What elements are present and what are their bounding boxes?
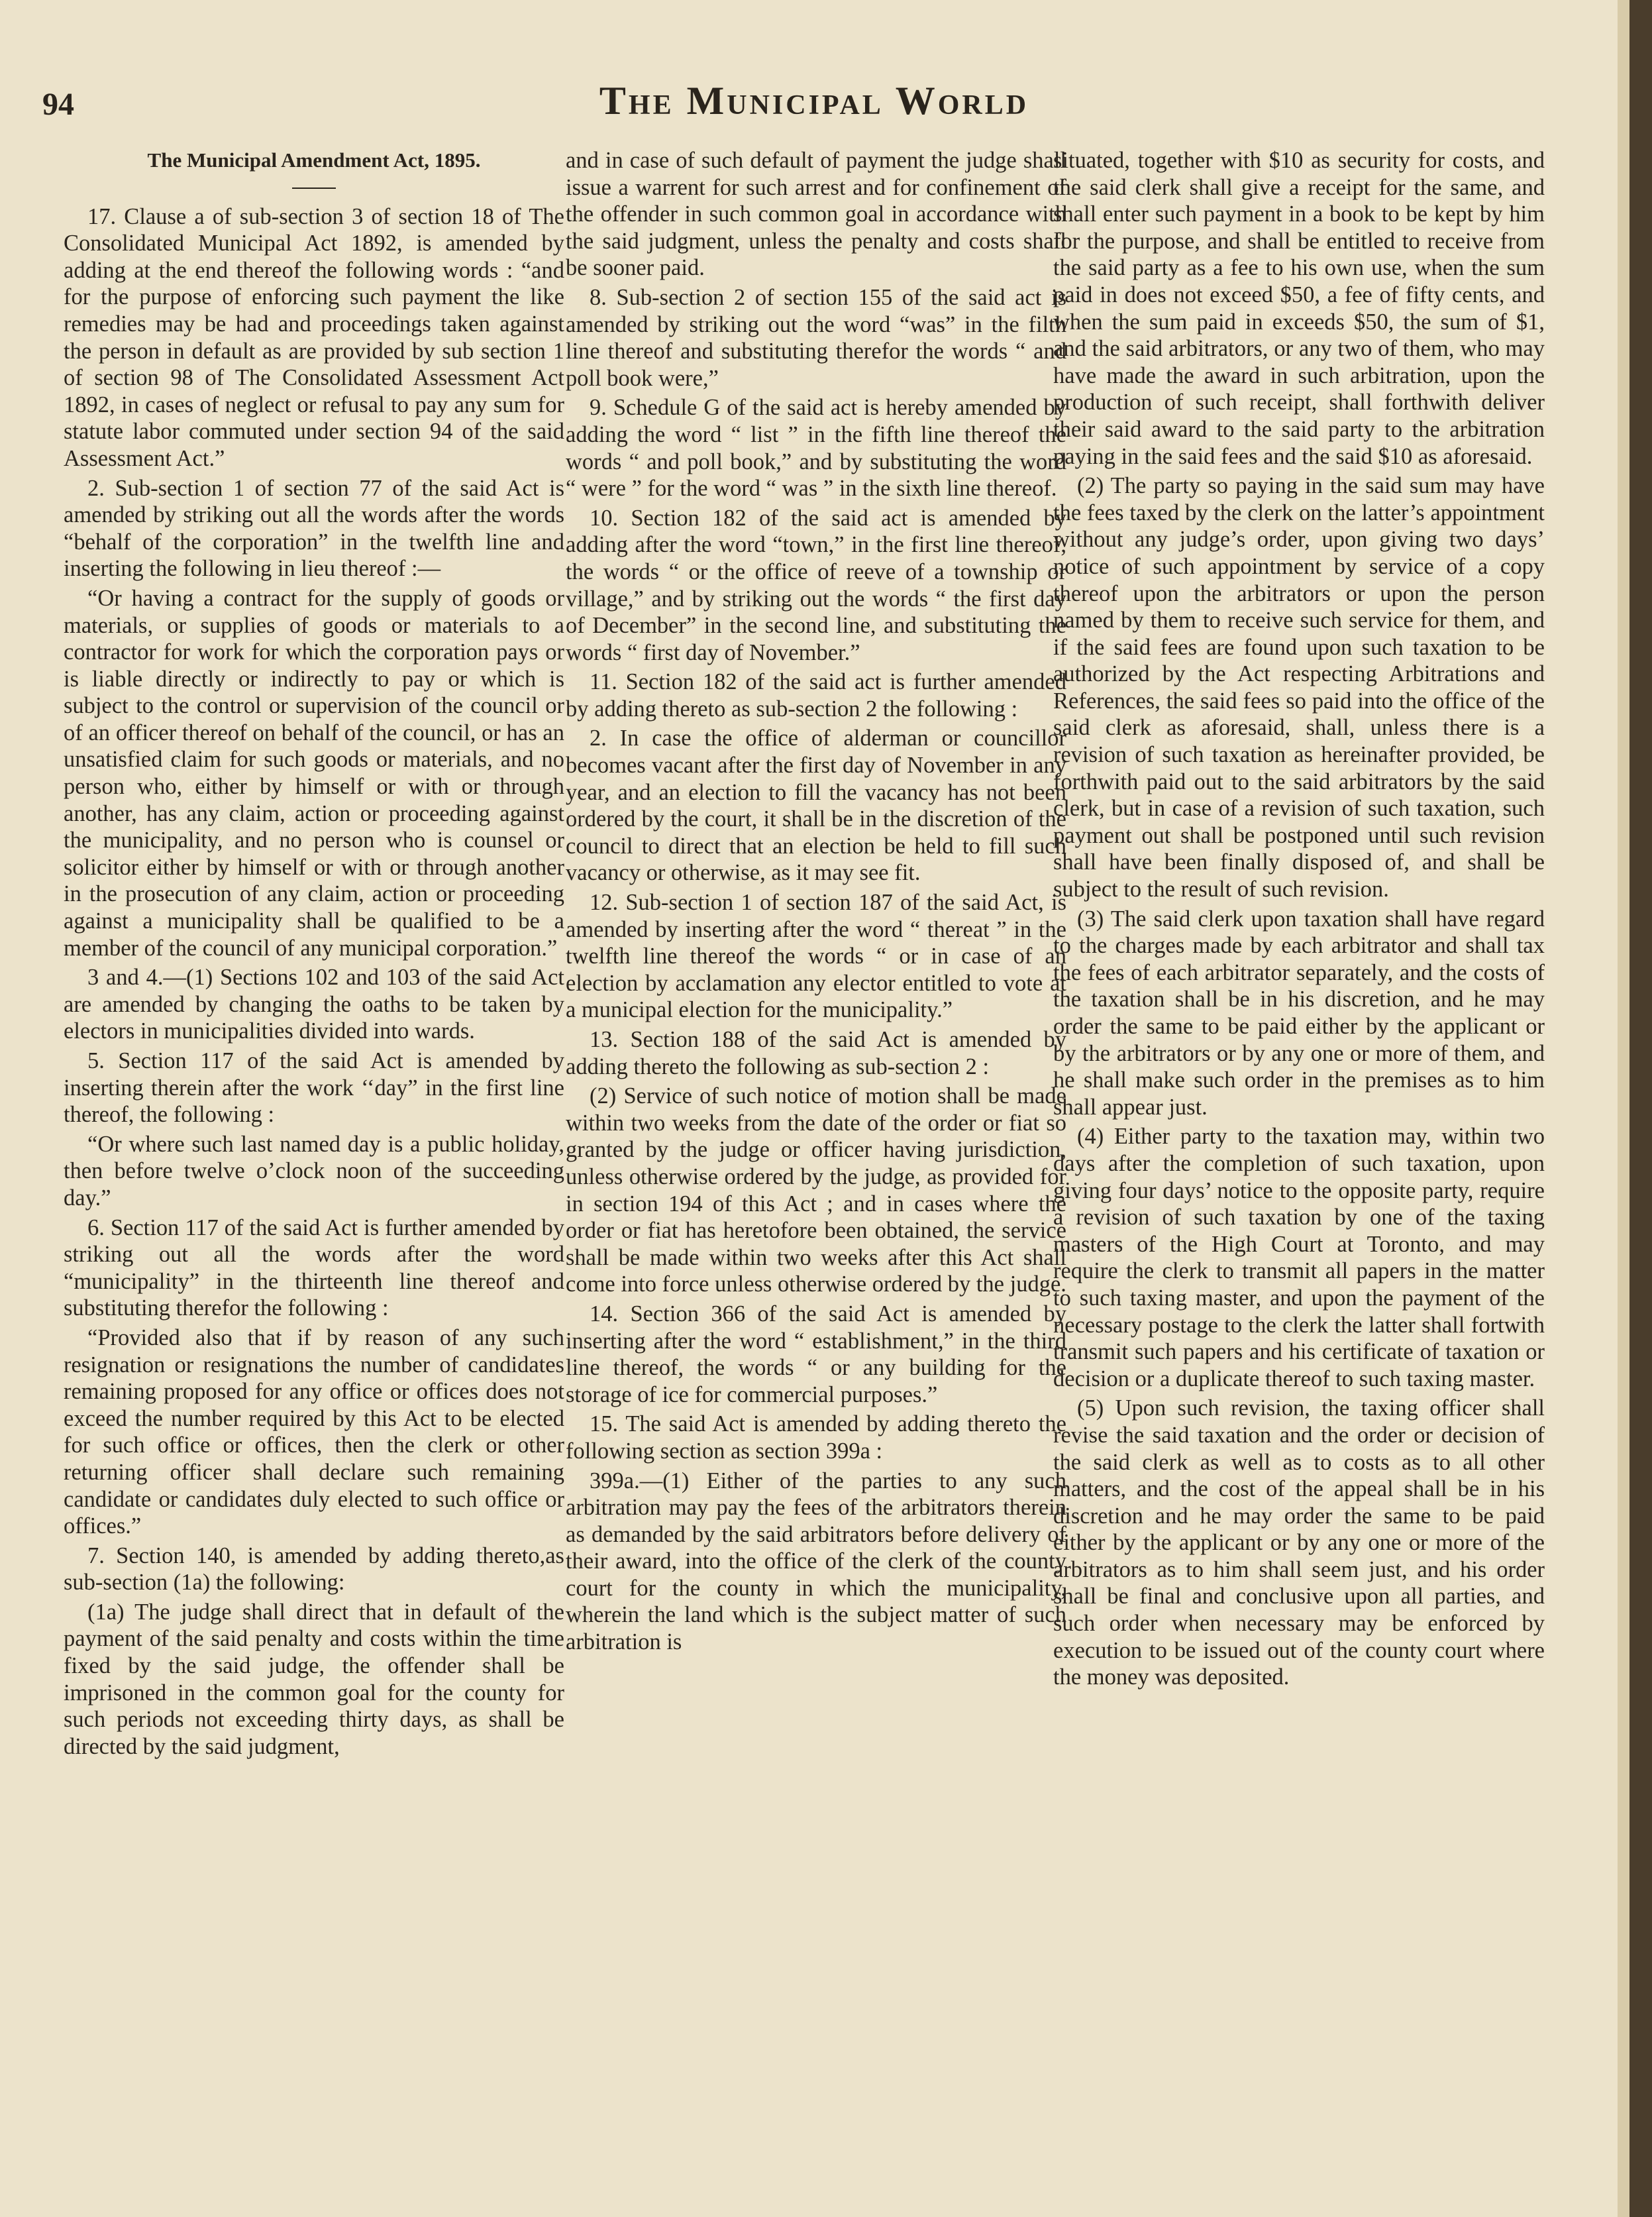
paragraph: 17. Clause a of sub-section 3 of section 18 of The Consolidated Municipal Act 1892, is amended by adding at the end thereof the following words : “and for the purpose of enforcing such payment the like remedies may be had and proceedings taken against the person in default as are provided by sub section 1 of section 98 of The Consolidated Assessment Act 1892, in cases of neglect or refusal to pay any sum for statute labor commuted under section 94 of the said Assessment Act.” bbox=[64, 203, 564, 471]
paragraph: 2. Sub-section 1 of section 77 of the said Act is amended by striking out all the words after the words “behalf of the corporation” in the twelfth line and inserting the following in lieu thereof :— bbox=[64, 475, 564, 582]
paragraph: 10. Section 182 of the said act is amended by adding after the word “town,” in the first line thereof, the words “ or the office of reeve of a township or village,” and by striking out the words “ the first day of December” in the second line, and substituting the words “ first day of November.” bbox=[566, 505, 1066, 665]
paragraph: 7. Section 140, is amended by adding thereto,as sub-section (1a) the following: bbox=[64, 1542, 564, 1595]
column-1 bbox=[64, 147, 564, 1762]
paragraph: 9. Schedule G of the said act is hereby amended by adding the word “ list ” in the fifth line thereof the words “ and poll book,” and by substituting the word “ were ” for the word “ was ” in the sixth line thereof. bbox=[566, 395, 1066, 502]
paragraph: 11. Section 182 of the said act is further amended by adding thereto as sub-section 2 the following : bbox=[566, 669, 1066, 722]
running-title: The Municipal World bbox=[599, 79, 1029, 123]
title-rule bbox=[292, 188, 336, 189]
paragraph: 399a.—(1) Either of the parties to any such arbitration may pay the fees of the arbitrators therein as demanded by the said arbitrators before delivery of their award, into the office of the clerk of the county court for the county in which the municipality, wherein the land which is the subject matter of such arbitration is bbox=[566, 1468, 1066, 1655]
paragraph: (2) Service of such notice of motion shall be made within two weeks from the date of the order or fiat so granted by the judge or officer having jurisdiction, unless otherwise ordered by the judge, as provided for in section 194 of this Act ; and in cases where the order or fiat has heretofore been obtained, the service shall be made within two weeks after this Act shall come into force unless otherwise ordered by the judge. bbox=[566, 1083, 1066, 1297]
paragraph: 5. Section 117 of the said Act is amended by inserting therein after the work ‘‘day” in the first line thereof, the following : bbox=[64, 1048, 564, 1128]
binding-edge bbox=[1629, 0, 1652, 2217]
paragraph: “Provided also that if by reason of any such resignation or resignations the number of candidates remaining proposed for any office or offices does not exceed the number required by this Act to be elected for such office or offices, then the clerk or other returning officer shall declare such remaining candidate or candidates duly elected to such office or offices.” bbox=[64, 1325, 564, 1539]
paragraph: 8. Sub-section 2 of section 155 of the said act is amended by striking out the word “was” in the filth line thereof and substituting therefor the words “ and poll book were,” bbox=[566, 284, 1066, 391]
paragraph: (5) Upon such revision, the taxing officer shall revise the said taxation and the order or decision of the said clerk as well as to costs as to all other matters, and the cost of the appeal shall be in his discretion and he may order the same to be paid either by the applicant or by any one or more of the arbitrators as to him shall seem just, and his order shall be final and conclusive upon all parties, and such order when necessary may be enforced by execution to be issued out of the county court where the money was deposited. bbox=[1053, 1395, 1545, 1690]
paragraph: 13. Section 188 of the said Act is amended by adding thereto the following as sub-section 2 : bbox=[566, 1027, 1066, 1079]
paragraph: “Or where such last named day is a public holiday, then before twelve o’clock noon of the succeeding day.” bbox=[64, 1131, 564, 1211]
paragraph: “Or having a contract for the supply of goods or materials, or supplies of goods or materials to a contractor for work for which the corporation pays or is liable directly or indirectly to pay or which is subject to the control or supervision of the council or of an officer thereof on behalf of the council, or has an unsatisfied claim for such goods or materials, and no person who, either by himself or with or through another, has any claim, action or proceeding against the municipality, and no person who is counsel or solicitor either by himself or with or through another in the prosecution of any claim, action or proceeding against a municipality shall be qualified to be a member of the council of any municipal corporation.” bbox=[64, 585, 564, 961]
paragraph: 3 and 4.—(1) Sections 102 and 103 of the said Act are amended by changing the oaths to be taken by electors in municipalities divided into wards. bbox=[64, 965, 564, 1044]
column-3 bbox=[1053, 147, 1545, 1694]
paragraph: (2) The party so paying in the said sum may have the fees taxed by the clerk on the latter’s appointment without any judge’s order, upon giving two days’ notice of such appointment by service of a copy thereof upon the arbitrators or upon the person named by them to receive such service for them, and if the said fees are found upon such taxation to be authorized by the Act respecting Arbitrations and References, the said fees so paid into the office of the said clerk as aforesaid, shall, unless there is a revision of such taxation as hereinafter provided, be forthwith paid out to the said arbitrators by the said clerk, but in case of a revision of such taxation, such payment out shall be postponed until such revision shall have been finally disposed of, and shall be subject to the result of such revision. bbox=[1053, 473, 1545, 902]
page-edge-shadow bbox=[1618, 0, 1629, 2217]
paragraph: 6. Section 117 of the said Act is further amended by striking out all the words after the word “municipality” in the thirteenth line thereof and substituting therefor the following : bbox=[64, 1215, 564, 1321]
paragraph: situated, together with $10 as security for costs, and the said clerk shall give a receipt for the same, and shall enter such payment in a book to be kept by him for the purpose, and shall be entitled to receive from the said party as a fee to his own use, when the sum paid in does not exceed $50, a fee of fifty cents, and when the sum paid in exceeds $50, the sum of $1, and the said arbitrators, or any two of them, who may have made the award in such arbitration, upon the production of such receipt, shall forthwith deliver their said award to the said party to the arbitration paying in the said fees and the said $10 as aforesaid. bbox=[1053, 148, 1545, 469]
page-number: 94 bbox=[42, 87, 74, 122]
paragraph: (4) Either party to the taxation may, within two days after the completion of such taxation, upon giving four days’ notice to the opposite party, require a revision of such taxation by one of the taxing masters of the High Court at Toronto, and may require the clerk to transmit all papers in the matter to such taxing master, and upon the payment of the necessary postage to the clerk the latter shall fortwith transmit such papers and his certificate of taxation or decision or a duplicate thereof to such taxing master. bbox=[1053, 1124, 1545, 1391]
page-header bbox=[42, 78, 1586, 138]
paragraph: 2. In case the office of alderman or councillor becomes vacant after the first day of November in any year, and an election to fill the vacancy has not been ordered by the court, it shall be in the discretion of the council to direct that an election be held to fill such vacancy or otherwise, as it may see fit. bbox=[566, 726, 1066, 886]
paragraph: (1a) The judge shall direct that in default of the payment of the said penalty and costs within the time fixed by the said judge, the offender shall be imprisoned in the common goal for the county for such periods not exceeding thirty days, as shall be directed by the said judgment, bbox=[64, 1599, 564, 1759]
column-2 bbox=[566, 147, 1066, 1658]
paragraph: and in case of such default of payment the judge shall issue a warrent for such arrest and for confinement of the offender in such common goal in accordance with the said judgment, unless the penalty and costs shall be sooner paid. bbox=[566, 148, 1066, 281]
paragraph: 12. Sub-section 1 of section 187 of the said Act, is amended by inserting after the word “ thereat ” in the twelfth line thereof the words “ or in case of an election by acclamation any elector entitled to vote at a municipal election for the municipality.” bbox=[566, 890, 1066, 1023]
article-title: The Municipal Amendment Act, 1895. bbox=[147, 148, 481, 172]
paragraph: 14. Section 366 of the said Act is amended by inserting after the word “ establishment,” in the third line thereof, the words “ or any building for the storage of ice for commercial purposes.” bbox=[566, 1301, 1066, 1407]
paragraph: 15. The said Act is amended by adding thereto the following section as section 399a : bbox=[566, 1411, 1066, 1464]
paragraph: (3) The said clerk upon taxation shall have regard to the charges made by each arbitrator and shall tax the fees of each arbitrator separately, and the costs of the taxation shall be in his discretion, and he may order the same to be paid either by the applicant or by the arbitrators or by any one or more of them, and he shall make such order in the premises as to him shall appear just. bbox=[1053, 906, 1545, 1120]
